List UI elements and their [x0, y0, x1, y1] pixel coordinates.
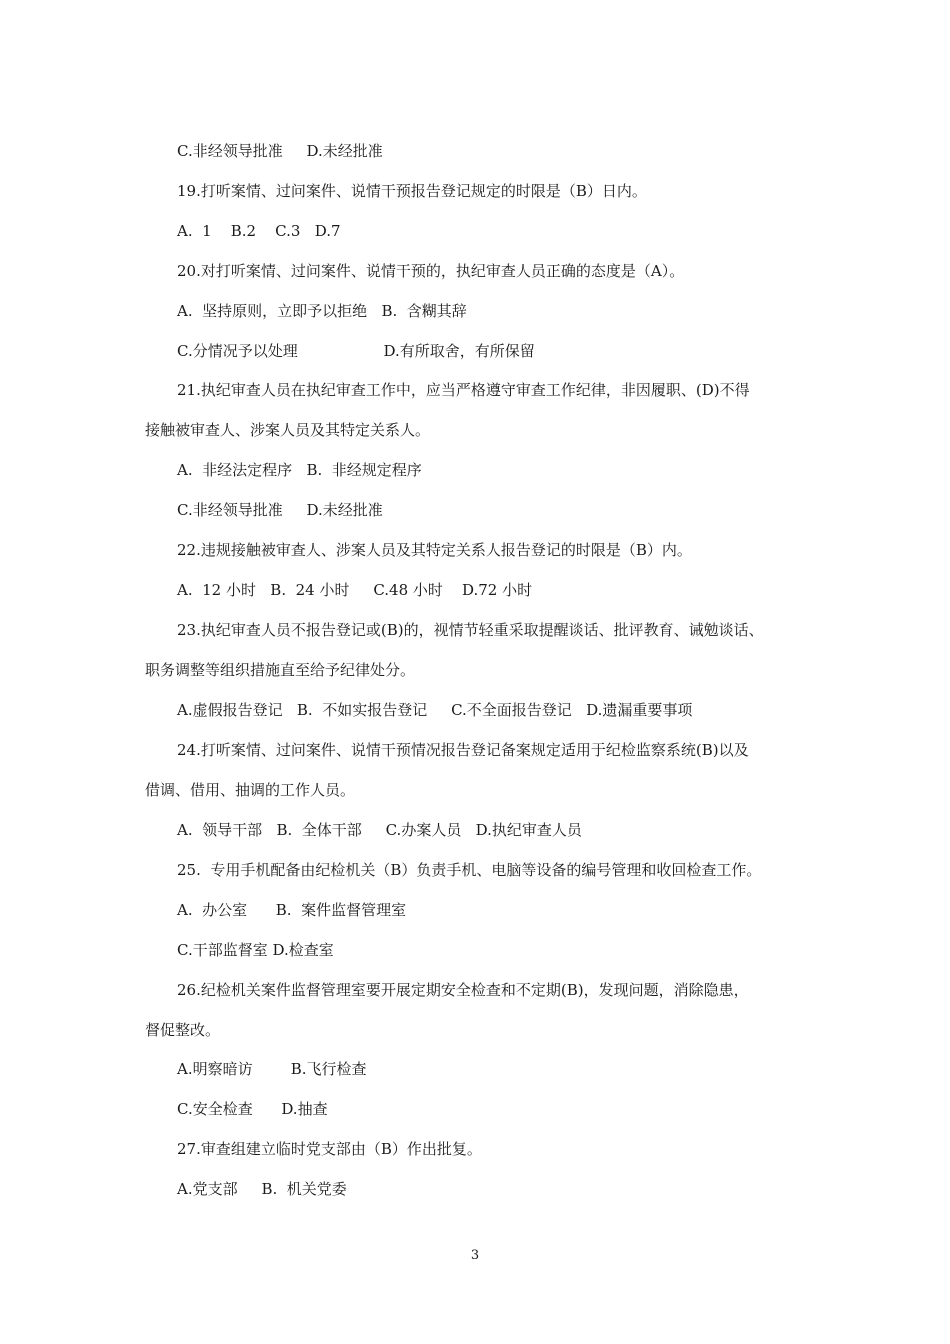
option-line: C.安全检查 D.抽查: [177, 1100, 328, 1118]
option-line: A. 1 B.2 C.3 D.7: [177, 222, 341, 240]
page-number: 3: [470, 1248, 480, 1263]
option-line: A. 领导干部 B. 全体干部 C.办案人员 D.执纪审查人员: [177, 821, 582, 839]
question-line: 22.违规接触被审查人、涉案人员及其特定关系人报告登记的时限是（B）内。: [177, 541, 692, 559]
question-line: 24.打听案情、过问案件、说情干预情况报告登记备案规定适用于纪检监察系统(B)以及: [177, 741, 749, 759]
option-line: C.干部监督室 D.检查室: [177, 941, 334, 959]
question-line: 19.打听案情、过问案件、说情干预报告登记规定的时限是（B）日内。: [177, 182, 647, 200]
question-continuation-line: 督促整改。: [145, 1021, 221, 1039]
option-line: A. 非经法定程序 B. 非经规定程序: [177, 461, 422, 479]
question-continuation-line: 接触被审查人、涉案人员及其特定关系人。: [145, 421, 431, 439]
option-line: A.党支部 B. 机关党委: [177, 1180, 347, 1198]
option-line: A.明察暗访 B.飞行检查: [177, 1060, 367, 1078]
option-line: A. 12 小时 B. 24 小时 C.48 小时 D.72 小时: [177, 581, 533, 599]
option-line: C.非经领导批准 D.未经批准: [177, 142, 383, 160]
question-continuation-line: 借调、借用、抽调的工作人员。: [145, 781, 356, 799]
question-line: 23.执纪审查人员不报告登记或(B)的，视情节轻重采取提醒谈话、批评教育、诫勉谈话、: [177, 621, 764, 639]
option-line: C.分情况予以处理 D.有所取舍，有所保留: [177, 342, 535, 360]
question-line: 21.执纪审查人员在执纪审查工作中，应当严格遵守审查工作纪律，非因履职、(D)不得: [177, 381, 750, 399]
option-line: A. 坚持原则，立即予以拒绝 B. 含糊其辞: [177, 302, 467, 320]
question-continuation-line: 职务调整等组织措施直至给予纪律处分。: [145, 661, 416, 679]
question-line: 25. 专用手机配备由纪检机关（B）负责手机、电脑等设备的编号管理和收回检查工作。: [177, 861, 762, 879]
question-line: 26.纪检机关案件监督管理室要开展定期安全检查和不定期(B)，发现问题，消除隐患，: [177, 981, 749, 999]
option-line: C.非经领导批准 D.未经批准: [177, 501, 383, 519]
question-line: 27.审查组建立临时党支部由（B）作出批复。: [177, 1140, 482, 1158]
option-line: A.虚假报告登记 B. 不如实报告登记 C.不全面报告登记 D.遗漏重要事项: [177, 701, 693, 719]
question-line: 20.对打听案情、过问案件、说情干预的，执纪审查人员正确的态度是（A）。: [177, 262, 685, 280]
option-line: A. 办公室 B. 案件监督管理室: [177, 901, 407, 919]
